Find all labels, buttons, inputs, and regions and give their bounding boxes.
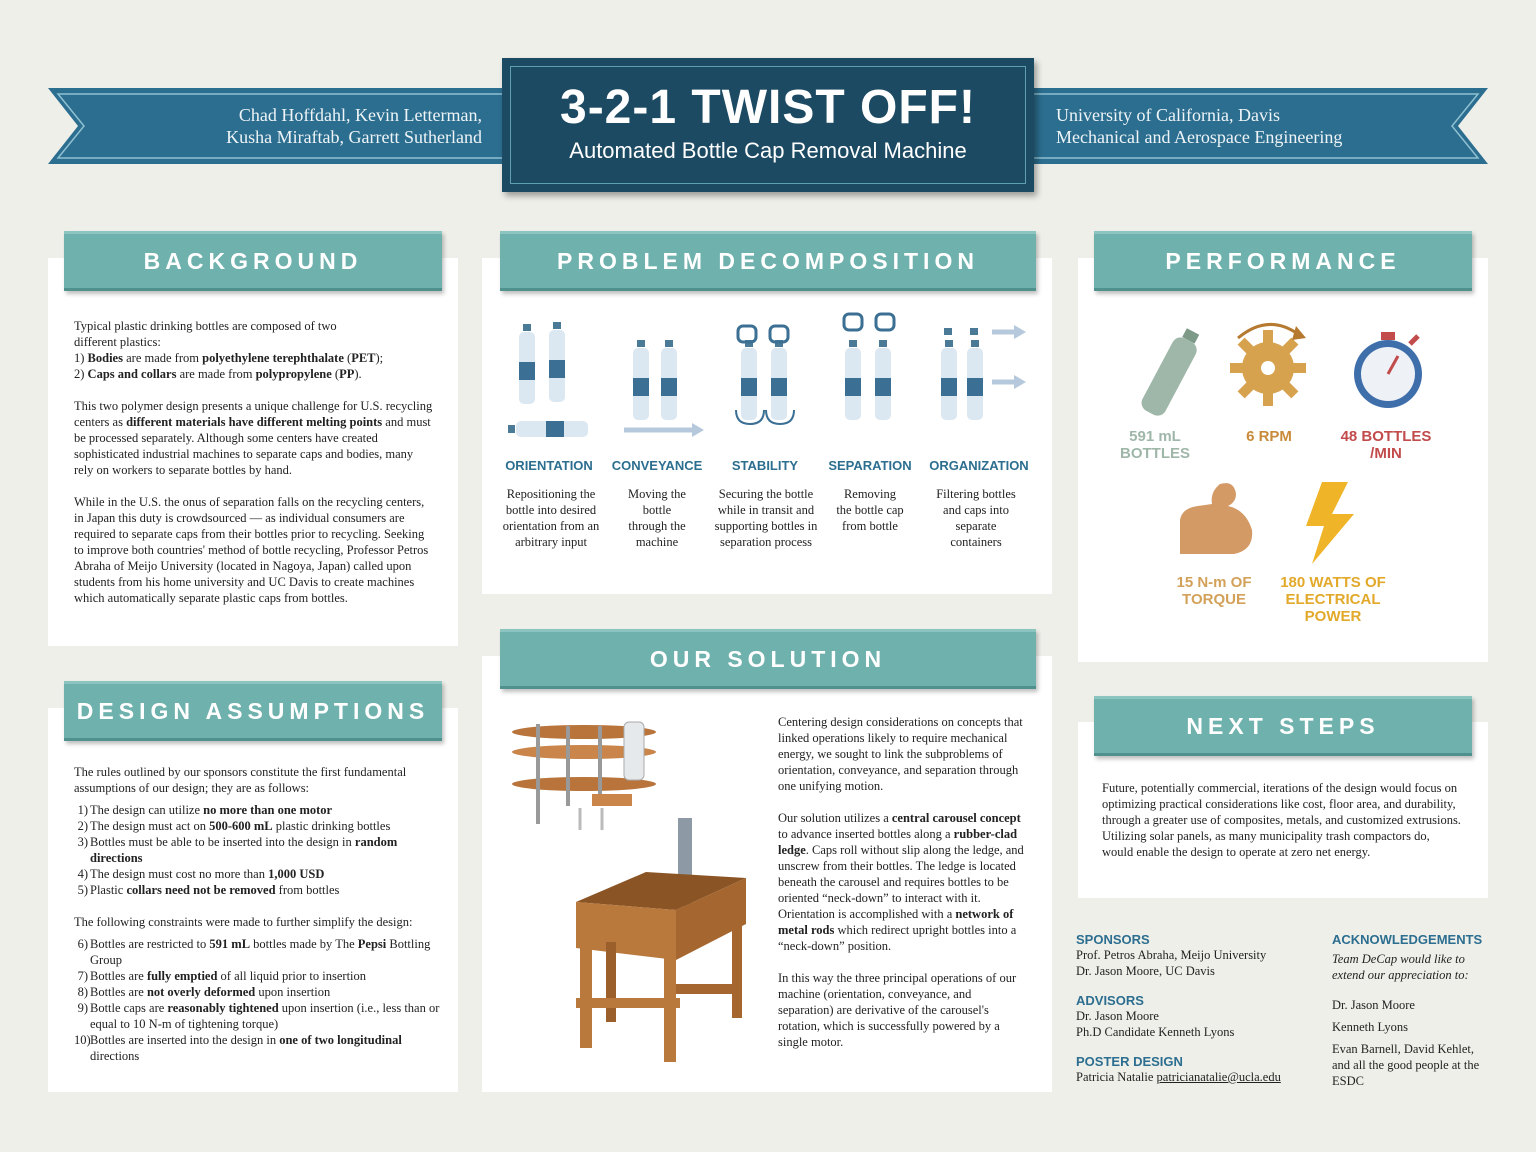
stage-conveyance: CONVEYANCE <box>611 458 703 473</box>
ack-3: Evan Barnell, David Kehlet, and all the good people at the ESDC <box>1332 1042 1480 1088</box>
sponsor-2: Dr. Jason Moore, UC Davis <box>1076 964 1215 978</box>
carousel-diagram <box>512 722 656 830</box>
sponsor-1: Prof. Petros Abraha, Meijo University <box>1076 948 1267 962</box>
stage-conveyance-desc: Moving the bottle through the machine <box>628 487 686 549</box>
gear-icon <box>1230 324 1306 406</box>
poster-title: 3-2-1 TWIST OFF! <box>560 81 976 134</box>
stage-orientation: ORIENTATION <box>505 458 593 473</box>
assumptions-body <box>74 764 440 1064</box>
solution-heading: OUR SOLUTION <box>500 629 1036 689</box>
perf-rate-label: 48 BOTTLES /MIN <box>1340 428 1432 462</box>
assumption-item: 1) The design can utilize no more than one motor <box>77 803 333 817</box>
poster-design-heading: POSTER DESIGN <box>1076 1054 1183 1069</box>
affiliation-line-2: Mechanical and Aerospace Engineering <box>1056 127 1343 147</box>
stage-orientation-desc: Repositioning the bottle into desired orientation from an arbitrary input <box>502 487 600 549</box>
next-steps-heading: NEXT STEPS <box>1094 696 1472 756</box>
poster-email-link[interactable]: patricianatalie@ucla.edu <box>1156 1070 1281 1084</box>
perf-bottles-label: 591 mL BOTTLES <box>1120 428 1190 462</box>
background-p2: This two polymer design presents a unique challenge for U.S. recycling centers as different materials have different melting points and must be processed separately. Although some centers have created sophisticated industrial machines to separate caps and bodies, many rely on workers to separate bottles by hand. <box>74 399 433 477</box>
next-steps-text: Future, potentially commercial, iterations of the design would focus on optimizing practical considerations like cost, floor area, and durability, through a greater use of composites, metals, and customized extrusions. Utilizing solar panels, as many municipality trash compactors do, would enable the design to operate at zero net energy. <box>1102 781 1461 859</box>
assumption-item: 10) Bottles are inserted into the design in one of two longitudinal directions <box>74 1033 402 1063</box>
advisor-1: Dr. Jason Moore <box>1076 1009 1159 1023</box>
assumption-item: 2) The design must act on 500-600 mL plastic drinking bottles <box>77 819 391 833</box>
advisor-2: Ph.D Candidate Kenneth Lyons <box>1076 1025 1235 1039</box>
background-p1-line1: Typical plastic drinking bottles are composed of two <box>74 319 337 333</box>
authors-line-2: Kusha Miraftab, Garrett Sutherland <box>226 127 482 147</box>
bottle-icon <box>1138 325 1204 418</box>
authors-line-1: Chad Hoffdahl, Kevin Letterman, <box>238 105 482 125</box>
assumption-item: 5) Plastic collars need not be removed from bottles <box>77 883 340 897</box>
stage-stability-desc: Securing the bottle while in transit and supporting bottles in separation process <box>714 487 818 549</box>
stage-stability: STABILITY <box>731 458 799 473</box>
perf-power-label: 180 WATTS OF ELECTRICAL POWER <box>1280 574 1386 625</box>
ack-intro: Team DeCap would like to extend our appreciation to: <box>1332 952 1469 982</box>
solution-p3: In this way the three principal operations of our machine (orientation, conveyance, and separation) are derivative of the carousel's rotation, which is successfully powered by a single motor. <box>778 971 1017 1049</box>
stage-organization-desc: Filtering bottles and caps into separate containers <box>936 487 1016 549</box>
background-p1-line2: different plastics: <box>74 335 161 349</box>
orientation-bottles-icon <box>508 322 588 437</box>
muscle-icon <box>1180 483 1252 554</box>
credits-right <box>1332 932 1502 1089</box>
affiliation-line-1: University of California, Davis <box>1056 105 1280 125</box>
background-p3: While in the U.S. the onus of separation falls on the recycling centers, in Japan this duty is crowdsourced — as individual consumers are required to separate caps from their bottles prior to recycling. Seeking to improve both countries' method of bottle recycling, Professor Petros Abraha of Meijo University (located in Nagoya, Japan) called upon students from his home university and UC Davis to create machines which automatically separate plastic caps from bottles. <box>74 495 429 605</box>
assumption-item: 6) Bottles are restricted to 591 mL bottles made by The Pepsi Bottling Group <box>77 937 431 967</box>
solution-p2: Our solution utilizes a central carousel concept to advance inserted bottles along a rubber-clad ledge. Caps roll without slip along the ledge, and unscrew from their bottles. The ledge is located beneath the carousel and requires bottles to be oriented “neck-down” to interact with it. Orientation is accomplished with a network of metal rods which redirect upright bottles into a “neck-down” position. <box>778 811 1024 953</box>
stage-separation-desc: Removing the bottle cap from bottle <box>836 487 904 533</box>
performance-icons-bottom <box>1172 480 1372 570</box>
sponsors-heading: SPONSORS <box>1076 932 1150 947</box>
background-heading: BACKGROUND <box>64 231 442 291</box>
title-box <box>502 58 1034 192</box>
acknowledgements-heading: ACKNOWLEDGEMENTS <box>1332 932 1483 947</box>
advisors-heading: ADVISORS <box>1076 993 1144 1008</box>
organization-bottles-icon <box>941 325 1026 420</box>
ack-2: Kenneth Lyons <box>1332 1020 1409 1034</box>
performance-heading: PERFORMANCE <box>1094 231 1472 291</box>
assumptions-intro: The rules outlined by our sponsors constitute the first fundamental assumptions of our design; they are as follows: <box>74 765 407 795</box>
perf-rpm-label: 6 RPM <box>1246 428 1292 445</box>
decomposition-heading: PROBLEM DECOMPOSITION <box>500 231 1036 291</box>
decomposition-illustration <box>496 312 1042 442</box>
poster-designer: Patricia Natalie patricianatalie@ucla.edu <box>1076 1070 1281 1084</box>
wooden-stand-diagram <box>576 818 746 1062</box>
solution-p1: Centering design considerations on concepts that linked operations likely to require mechanical energy, we sought to link the subproblems of orientation, conveyance, and separation through one unifying motion. <box>778 715 1023 793</box>
constraints-intro: The following constraints were made to further simplify the design: <box>74 915 413 929</box>
performance-icons-top <box>1130 322 1440 432</box>
separation-bottles-icon <box>844 314 894 420</box>
assumption-item: 3) Bottles must be able to be inserted into the design in random directions <box>77 835 398 865</box>
carousel-machine-illustration <box>506 712 762 1072</box>
assumption-item: 8) Bottles are not overly deformed upon insertion <box>77 985 331 999</box>
stability-bottles-icon <box>736 326 794 424</box>
ack-1: Dr. Jason Moore <box>1332 998 1415 1012</box>
solution-body <box>778 714 1028 1066</box>
assumption-item: 4) The design must cost no more than 1,000 USD <box>77 867 325 881</box>
stage-separation: SEPARATION <box>828 458 912 473</box>
stage-organization: ORGANIZATION <box>929 458 1029 473</box>
stopwatch-icon <box>1354 332 1422 408</box>
poster-subtitle: Automated Bottle Cap Removal Machine <box>569 138 967 163</box>
background-body: Typical plastic drinking bottles are composed of two different plastics: 1) Bodies are made from polyethylene terephthalate (PET); 2) Caps and collars are made from polypropylene (PP). This two polymer design presents a unique challenge for U.S. recycling centers as different materials have different melting points and must be processed separately. Although some centers have created sophisticated industrial machines to separate caps and bodies, many rely on workers to separate bottles by hand. While in the U.S. the onus of separation falls on the recycling centers, in Japan this duty is crowdsourced — as individual consumers are required to separate caps from their bottles prior to recycling. Seeking to improve both countries' method of bottle recycling, Professor Petros Abraha of Meijo University (located in Nagoya, Japan) called upon students from his home university and UC Davis to create machines which automatically separate plastic caps from bottles. <box>74 319 433 605</box>
assumption-item: 9) Bottle caps are reasonably tightened upon insertion (i.e., less than or equal to 10 N-m of tightening torque) <box>77 1001 440 1031</box>
credits-left <box>1076 932 1316 1085</box>
conveyance-bottles-icon <box>624 340 704 437</box>
assumption-item: 7) Bottles are fully emptied of all liquid prior to insertion <box>77 969 367 983</box>
assumptions-heading: DESIGN ASSUMPTIONS <box>64 681 442 741</box>
lightning-icon <box>1306 482 1354 564</box>
perf-torque-label: 15 N-m OF TORQUE <box>1176 574 1252 608</box>
